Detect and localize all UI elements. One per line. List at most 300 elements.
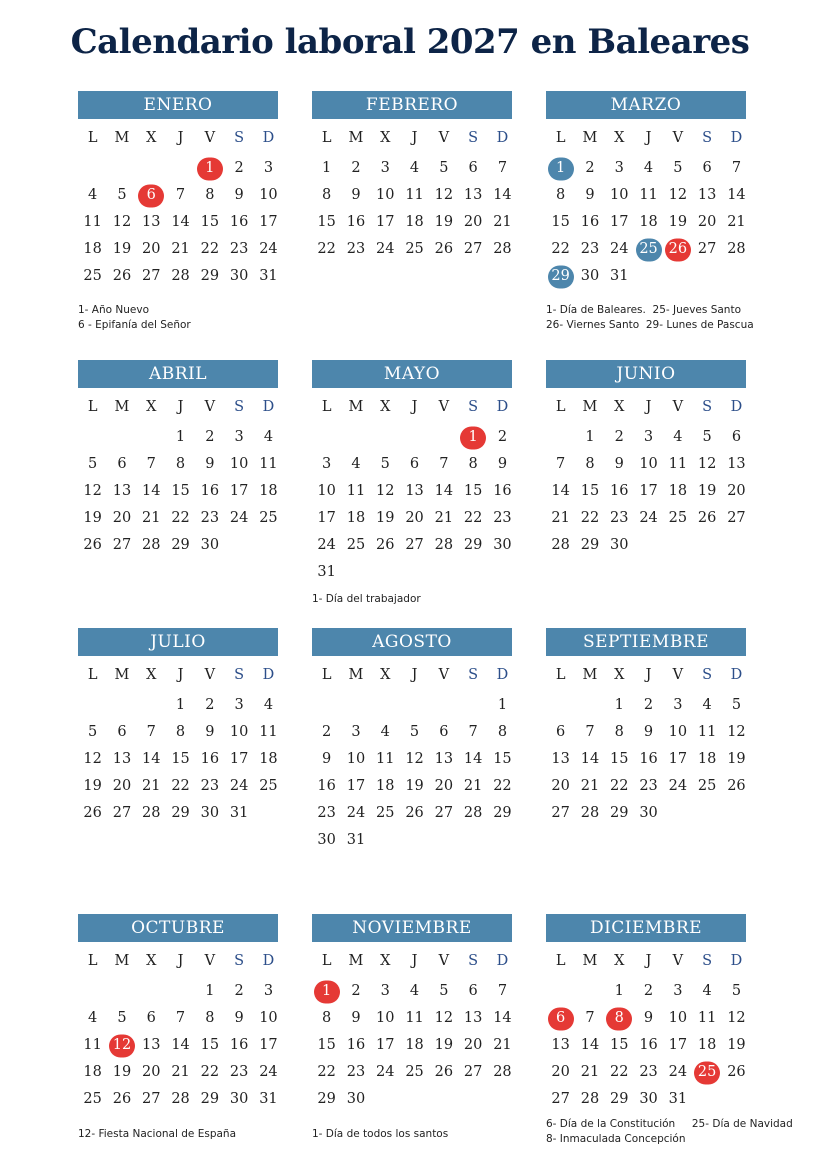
day-number: 17 (376, 1037, 395, 1053)
empty-cell (429, 424, 458, 451)
day-cell (605, 1086, 634, 1113)
day-cell (722, 692, 751, 719)
day-cell (224, 424, 253, 451)
day-number: 24 (346, 805, 366, 821)
day-number: 9 (205, 724, 215, 740)
day-cell (429, 236, 458, 263)
day-number: 30 (229, 268, 249, 284)
day-cell (224, 209, 253, 236)
day-number: 8 (322, 187, 332, 203)
day-number: 12 (727, 724, 746, 740)
day-number: 9 (234, 187, 244, 203)
day-number: 21 (580, 1064, 600, 1080)
day-number: 7 (585, 1010, 595, 1026)
day-number: 14 (171, 1037, 190, 1053)
month-header: MAYO (312, 360, 512, 388)
weekday-label: X (614, 953, 625, 969)
day-cell (312, 1059, 341, 1086)
day-cell (400, 800, 429, 827)
day-number: 11 (405, 1010, 424, 1026)
day-cell (137, 505, 166, 532)
day-cell (546, 505, 575, 532)
day-number: 15 (317, 214, 336, 230)
day-cell (488, 424, 517, 451)
empty-cell (107, 692, 136, 719)
day-cell (312, 236, 341, 263)
day-cell (78, 451, 107, 478)
day-number: 19 (727, 1037, 746, 1053)
day-number: 30 (493, 537, 512, 553)
day-number: 11 (259, 456, 278, 472)
day-number: 21 (493, 214, 512, 230)
day-number: 3 (614, 160, 624, 176)
weekday-label: S (234, 399, 245, 415)
weekday-label: V (438, 667, 450, 683)
month-header: OCTUBRE (78, 914, 278, 942)
day-cell (605, 978, 634, 1005)
day-number: 3 (380, 160, 390, 176)
weekday-label: L (555, 667, 566, 683)
day-number: 19 (434, 214, 454, 230)
weekday-label: L (87, 953, 98, 969)
holiday-day (137, 182, 166, 209)
weekday-label: L (555, 130, 566, 146)
day-cell (371, 532, 400, 559)
day-cell (371, 209, 400, 236)
day-number: 31 (668, 1091, 688, 1107)
weekday-label: V (438, 399, 450, 415)
day-number: 10 (668, 1010, 688, 1026)
day-cell (224, 505, 253, 532)
day-number: 19 (376, 510, 395, 526)
day-number: 22 (493, 778, 512, 794)
day-number: 23 (200, 510, 220, 526)
weekday-label: S (234, 953, 245, 969)
day-number: 12 (668, 187, 688, 203)
day-number: 14 (551, 483, 570, 499)
day-cell (78, 236, 107, 263)
day-number: 22 (317, 1064, 336, 1080)
day-number: 13 (463, 1010, 483, 1026)
day-number: 30 (346, 1091, 366, 1107)
weekday-label: J (411, 399, 418, 415)
day-number: 30 (610, 537, 629, 553)
day-cell (663, 155, 692, 182)
day-cell (137, 800, 166, 827)
day-cell (722, 1059, 751, 1086)
day-number: 5 (380, 456, 390, 472)
day-cell (312, 746, 341, 773)
day-cell (488, 978, 517, 1005)
day-cell (137, 773, 166, 800)
day-cell (575, 1059, 604, 1086)
day-number: 14 (142, 483, 161, 499)
day-cell (195, 478, 224, 505)
day-number: 19 (434, 1037, 454, 1053)
day-cell (692, 451, 721, 478)
day-cell (634, 1032, 663, 1059)
day-number: 28 (493, 1064, 512, 1080)
day-cell (195, 209, 224, 236)
day-number: 16 (493, 483, 512, 499)
day-cell (371, 978, 400, 1005)
day-number: 22 (171, 510, 190, 526)
day-number: 14 (171, 214, 190, 230)
day-number: 17 (317, 510, 336, 526)
day-cell (371, 505, 400, 532)
day-cell (692, 505, 721, 532)
weekday-label: J (177, 130, 184, 146)
day-number: 8 (585, 456, 595, 472)
empty-cell (166, 155, 195, 182)
day-cell (488, 1032, 517, 1059)
day-cell (722, 1032, 751, 1059)
day-number: 22 (200, 1064, 220, 1080)
day-cell (166, 1032, 195, 1059)
day-number: 19 (668, 214, 688, 230)
day-number: 18 (376, 778, 395, 794)
day-cell (663, 719, 692, 746)
day-cell (195, 236, 224, 263)
day-cell (429, 532, 458, 559)
weekday-label: S (234, 667, 245, 683)
day-number: 7 (175, 1010, 186, 1026)
day-cell (575, 1005, 604, 1032)
month-days-grid (78, 125, 278, 290)
day-cell (605, 155, 634, 182)
day-cell (575, 478, 604, 505)
day-number: 8 (497, 724, 508, 740)
day-cell (254, 209, 283, 236)
day-number: 18 (405, 214, 424, 230)
day-number: 29 (551, 268, 570, 284)
day-cell (78, 1032, 107, 1059)
day-number: 1 (497, 697, 508, 713)
day-number: 1 (175, 429, 186, 445)
weekday-label: L (321, 130, 332, 146)
day-number: 23 (317, 805, 336, 821)
day-cell (107, 505, 136, 532)
day-number: 3 (380, 983, 390, 999)
day-cell (78, 209, 107, 236)
day-cell (605, 451, 634, 478)
month-enero (78, 91, 278, 290)
day-number: 11 (83, 214, 102, 230)
day-cell (458, 773, 487, 800)
day-cell (166, 746, 195, 773)
day-number: 7 (439, 456, 449, 472)
day-cell (78, 746, 107, 773)
holiday-notes (312, 1127, 448, 1142)
day-number: 5 (673, 160, 683, 176)
weekday-label: J (177, 953, 184, 969)
day-cell (107, 478, 136, 505)
day-cell (195, 978, 224, 1005)
day-number: 25 (405, 241, 424, 257)
day-cell (107, 532, 136, 559)
day-cell (429, 773, 458, 800)
day-number: 2 (351, 983, 361, 999)
weekday-label: L (555, 399, 566, 415)
day-cell (312, 1086, 341, 1113)
day-number: 14 (434, 483, 454, 499)
day-cell (546, 209, 575, 236)
day-number: 17 (668, 1037, 688, 1053)
weekday-label: D (730, 399, 743, 415)
day-number: 6 (731, 429, 742, 445)
month-days-grid (78, 394, 278, 559)
day-cell (195, 1059, 224, 1086)
weekday-label: L (87, 399, 98, 415)
day-number: 28 (142, 537, 161, 553)
day-cell (605, 424, 634, 451)
day-number: 27 (727, 510, 746, 526)
day-cell (195, 773, 224, 800)
day-number: 11 (668, 456, 688, 472)
empty-cell (137, 692, 166, 719)
day-number: 29 (610, 805, 629, 821)
day-cell (634, 1005, 663, 1032)
day-cell (663, 1059, 692, 1086)
day-cell (663, 478, 692, 505)
day-number: 23 (639, 1064, 658, 1080)
day-cell (195, 692, 224, 719)
day-number: 17 (259, 214, 278, 230)
holiday-day (107, 1032, 136, 1059)
day-number: 13 (142, 1037, 161, 1053)
day-number: 1 (585, 429, 595, 445)
weekday-label: J (411, 667, 418, 683)
weekday-label: S (234, 130, 245, 146)
month-header: DICIEMBRE (546, 914, 746, 942)
empty-cell (400, 424, 429, 451)
month-days-grid (312, 948, 512, 1113)
day-cell (312, 800, 341, 827)
day-cell (371, 719, 400, 746)
day-number: 20 (112, 778, 132, 794)
day-number: 25 (639, 241, 658, 257)
weekday-label: M (582, 953, 598, 969)
day-number: 19 (112, 1064, 132, 1080)
day-number: 9 (585, 187, 595, 203)
day-cell (488, 532, 517, 559)
day-cell (341, 532, 370, 559)
day-cell (78, 505, 107, 532)
day-cell (78, 800, 107, 827)
day-number: 20 (727, 483, 746, 499)
day-number: 9 (614, 456, 624, 472)
day-cell (722, 236, 751, 263)
day-number: 13 (434, 751, 454, 767)
day-cell (224, 451, 253, 478)
day-cell (663, 773, 692, 800)
day-cell (400, 773, 429, 800)
day-cell (722, 505, 751, 532)
day-number: 21 (142, 778, 161, 794)
day-number: 20 (405, 510, 424, 526)
day-number: 20 (463, 1037, 483, 1053)
day-number: 29 (610, 1091, 629, 1107)
day-cell (312, 451, 341, 478)
day-number: 21 (727, 214, 746, 230)
weekday-label: J (645, 130, 652, 146)
day-number: 1 (614, 983, 624, 999)
day-cell (371, 1059, 400, 1086)
empty-cell (107, 424, 136, 451)
weekday-label: D (496, 399, 509, 415)
day-number: 24 (668, 1064, 688, 1080)
day-cell (137, 451, 166, 478)
day-cell (371, 800, 400, 827)
day-cell (254, 155, 283, 182)
weekday-label: M (114, 399, 130, 415)
day-number: 28 (171, 268, 190, 284)
day-number: 5 (409, 724, 420, 740)
day-cell (634, 746, 663, 773)
day-number: 8 (322, 1010, 332, 1026)
month-days-grid (546, 394, 746, 559)
day-number: 19 (405, 778, 424, 794)
day-number: 29 (317, 1091, 336, 1107)
day-cell (195, 505, 224, 532)
day-cell (692, 478, 721, 505)
day-number: 25 (697, 778, 717, 794)
day-number: 12 (697, 456, 717, 472)
weekday-label: S (702, 130, 713, 146)
day-number: 11 (405, 187, 424, 203)
day-number: 10 (229, 456, 249, 472)
day-cell (634, 719, 663, 746)
day-number: 24 (259, 241, 278, 257)
empty-cell (166, 978, 195, 1005)
day-number: 30 (639, 1091, 658, 1107)
day-cell (254, 236, 283, 263)
day-cell (137, 1086, 166, 1113)
day-number: 5 (439, 160, 449, 176)
day-number: 27 (434, 805, 454, 821)
day-number: 10 (639, 456, 658, 472)
day-number: 9 (205, 456, 215, 472)
day-cell (371, 155, 400, 182)
day-cell (400, 1005, 429, 1032)
day-number: 16 (317, 778, 336, 794)
day-number: 1 (175, 697, 186, 713)
day-cell (605, 209, 634, 236)
day-cell (137, 719, 166, 746)
holiday-day (634, 236, 663, 263)
day-number: 30 (200, 805, 220, 821)
day-cell (722, 182, 751, 209)
weekday-label: V (204, 667, 216, 683)
day-number: 4 (702, 983, 712, 999)
day-number: 18 (259, 483, 278, 499)
day-number: 9 (643, 724, 654, 740)
day-number: 17 (376, 214, 395, 230)
day-cell (371, 773, 400, 800)
month-days-grid (546, 948, 746, 1113)
day-number: 16 (346, 214, 366, 230)
day-number: 22 (610, 778, 629, 794)
day-number: 22 (171, 778, 190, 794)
day-cell (254, 505, 283, 532)
day-number: 2 (351, 160, 361, 176)
day-cell (254, 182, 283, 209)
month-header: NOVIEMBRE (312, 914, 512, 942)
day-cell (488, 209, 517, 236)
day-number: 2 (614, 429, 624, 445)
weekday-label: D (496, 953, 509, 969)
day-cell (78, 532, 107, 559)
day-cell (107, 719, 136, 746)
day-number: 19 (83, 778, 102, 794)
day-cell (692, 1005, 721, 1032)
day-number: 14 (142, 751, 161, 767)
empty-cell (78, 424, 107, 451)
day-number: 4 (351, 456, 361, 472)
day-number: 26 (83, 805, 102, 821)
day-cell (634, 1059, 663, 1086)
day-cell (722, 746, 751, 773)
weekday-label: D (730, 130, 743, 146)
day-number: 29 (171, 537, 190, 553)
day-number: 6 (468, 983, 478, 999)
day-cell (605, 532, 634, 559)
holiday-note-line: 6- Día de la Constitución 25- Día de Navidad (546, 1118, 793, 1130)
day-number: 7 (175, 187, 186, 203)
day-cell (575, 155, 604, 182)
day-number: 6 (146, 187, 156, 203)
day-cell (195, 1032, 224, 1059)
day-number: 27 (142, 1091, 161, 1107)
day-cell (78, 1086, 107, 1113)
day-number: 30 (229, 1091, 249, 1107)
day-number: 1 (205, 983, 215, 999)
empty-cell (546, 692, 575, 719)
day-number: 20 (112, 510, 132, 526)
day-cell (722, 773, 751, 800)
empty-cell (458, 692, 487, 719)
day-number: 8 (175, 724, 186, 740)
day-cell (254, 424, 283, 451)
day-cell (575, 1086, 604, 1113)
day-cell (371, 236, 400, 263)
day-cell (312, 827, 341, 854)
day-cell (341, 236, 370, 263)
day-cell (224, 692, 253, 719)
day-cell (254, 478, 283, 505)
day-cell (429, 505, 458, 532)
weekday-label: M (582, 667, 598, 683)
day-number: 15 (610, 751, 629, 767)
holiday-notes (78, 303, 191, 333)
day-cell (137, 209, 166, 236)
day-number: 23 (229, 1064, 249, 1080)
day-number: 10 (610, 187, 629, 203)
day-number: 14 (463, 751, 483, 767)
day-cell (722, 1005, 751, 1032)
day-number: 24 (376, 241, 395, 257)
day-number: 21 (493, 1037, 512, 1053)
weekday-label: D (730, 667, 743, 683)
day-number: 8 (175, 456, 186, 472)
day-number: 21 (171, 1064, 190, 1080)
day-number: 16 (580, 214, 600, 230)
holiday-day (692, 1059, 721, 1086)
day-number: 14 (580, 751, 600, 767)
holiday-note-line: 1- Día de Baleares. 25- Jueves Santo (546, 304, 741, 316)
day-cell (634, 478, 663, 505)
day-number: 9 (322, 751, 332, 767)
